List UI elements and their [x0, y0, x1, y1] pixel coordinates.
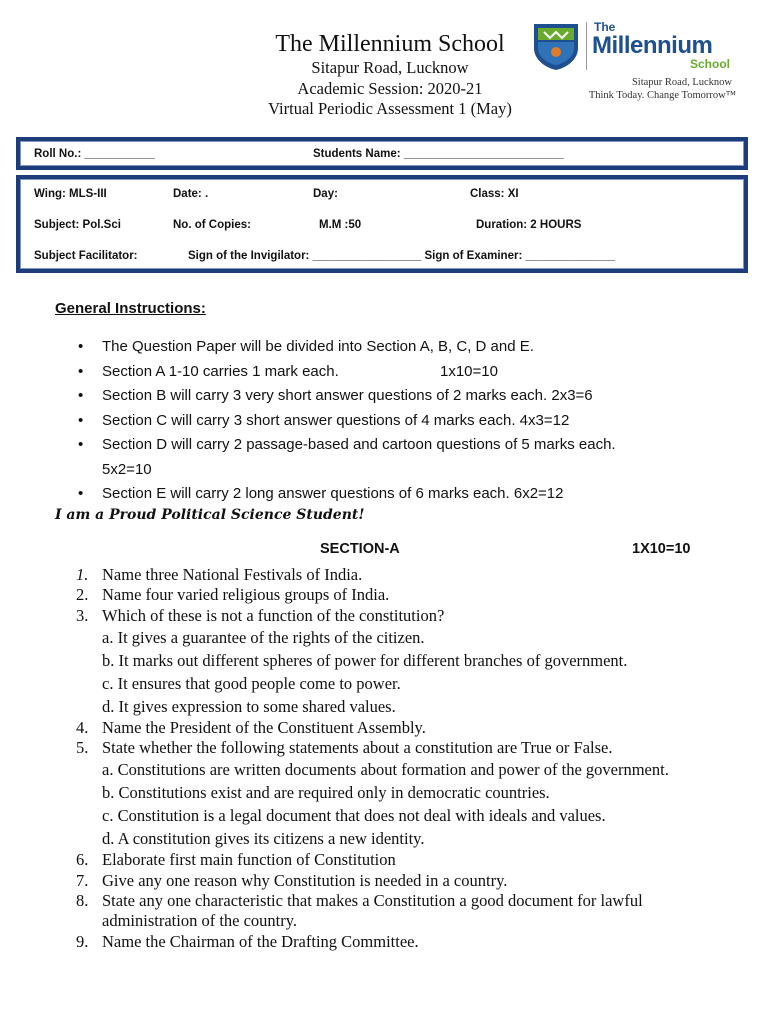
logo-address: Sitapur Road, Lucknow [631, 77, 732, 88]
max-marks-label: M.M :50 [319, 219, 362, 231]
answer-option: d. It gives expression to some shared values. [102, 696, 396, 716]
instruction-text: Section E will carry 2 long answer questions of 6 marks each. 6x2=12 [102, 485, 564, 502]
question-item [76, 565, 716, 585]
day-field[interactable]: Day: [313, 188, 338, 200]
copies-field[interactable]: No. of Copies: [173, 219, 251, 231]
question-item [76, 718, 716, 738]
section-a-title: SECTION-A [320, 541, 400, 557]
question-number: 8. [76, 891, 89, 911]
question-item [76, 606, 716, 718]
wing-label: Wing: MLS-III [34, 188, 107, 200]
date-field[interactable]: Date: . [173, 188, 209, 200]
instruction-item [78, 482, 738, 507]
question-text: Name the President of the Constituent Assembly. [102, 717, 426, 737]
instruction-marks: 1x10=10 [440, 362, 498, 380]
logo-tagline: Think Today. Change Tomorrow™ [588, 90, 736, 101]
student-name-field[interactable]: Students Name: _________________________ [313, 148, 564, 160]
question-number: 5. [76, 738, 89, 758]
question-number: 2. [76, 585, 89, 605]
question-item [76, 738, 716, 850]
general-instructions-title: General Instructions: [55, 300, 206, 317]
question-number: 3. [76, 605, 89, 625]
question-text: Name four varied religious groups of India. [102, 585, 390, 605]
answer-option: b. It marks out different spheres of power for different branches of government. [102, 650, 628, 670]
instruction-text: Section A 1-10 carries 1 mark each. [102, 362, 339, 380]
statement-option: d. A constitution gives its citizens a new identity. [102, 829, 425, 849]
school-logo [530, 18, 740, 108]
question-item [76, 871, 716, 891]
logo-the: The [594, 20, 616, 34]
answer-option: a. It gives a guarantee of the rights of the citizen. [102, 627, 425, 647]
instruction-text: The Question Paper will be divided into Section A, B, C, D and E. [102, 338, 534, 355]
question-text: Name three National Festivals of India. [102, 565, 363, 584]
question-text: Name the Chairman of the Drafting Committee. [102, 931, 419, 951]
instruction-text: Section B will carry 3 very short answer questions of 2 marks each. 2x3=6 [102, 387, 593, 404]
assessment-title: Virtual Periodic Assessment 1 (May) [268, 99, 512, 118]
signature-fields[interactable]: Sign of the Invigilator: _________________ Sign of Examiner: ______________ [188, 250, 616, 262]
bullet-icon: • [78, 338, 84, 355]
instruction-item [78, 409, 738, 434]
bullet-icon: • [78, 387, 84, 404]
facilitator-field[interactable]: Subject Facilitator: [34, 250, 138, 262]
class-label: Class: XI [470, 188, 519, 200]
statement-option: a. Constitutions are written documents about formation and power of the government. [102, 760, 669, 780]
school-name: The Millennium School [275, 31, 505, 57]
bullet-icon: • [78, 485, 84, 502]
logo-millennium: Millennium [592, 32, 713, 59]
question-number: 6. [76, 850, 89, 870]
bullet-icon: • [78, 411, 84, 429]
school-header [200, 30, 580, 120]
answer-option: c. It ensures that good people come to power. [102, 673, 401, 693]
question-number: 9. [76, 931, 89, 951]
motto: I am a Proud Political Science Student! [55, 507, 365, 523]
exam-details-box [16, 175, 748, 273]
instructions-list [78, 335, 738, 507]
academic-session: Academic Session: 2020-21 [297, 78, 483, 98]
question-number: 1. [76, 565, 89, 584]
roll-info-box [16, 137, 748, 170]
subject-label: Subject: Pol.Sci [34, 219, 121, 231]
logo-school: School [690, 57, 731, 71]
question-text: Which of these is not a function of the constitution? [102, 605, 445, 625]
statement-option: c. Constitution is a legal document that does not deal with ideals and values. [102, 806, 606, 826]
question-item [76, 585, 716, 605]
question-text: State any one characteristic that makes a Constitution a good document for lawful administration of the country. [102, 891, 643, 931]
bullet-icon: • [78, 436, 84, 453]
shield-emblem-icon [530, 20, 582, 72]
question-item [76, 850, 716, 870]
duration-label: Duration: 2 HOURS [476, 219, 582, 231]
question-number: 7. [76, 870, 89, 890]
roll-number-field[interactable]: Roll No.: ___________ [34, 148, 155, 160]
instruction-item [78, 335, 738, 360]
question-item [76, 891, 716, 932]
question-item [76, 932, 716, 952]
question-text: State whether the following statements about a constitution are True or False. [102, 738, 613, 758]
instruction-marks: 5x2=10 [102, 460, 152, 478]
question-text: Elaborate first main function of Constitution [102, 850, 396, 870]
instruction-item [78, 384, 738, 409]
question-number: 4. [76, 717, 89, 737]
instruction-item [78, 433, 738, 482]
instruction-text: Section D will carry 2 passage-based and cartoon questions of 5 marks each. [102, 436, 616, 453]
section-a-marks: 1X10=10 [632, 541, 691, 557]
bullet-icon: • [78, 362, 84, 380]
statement-option: b. Constitutions exist and are required only in democratic countries. [102, 783, 550, 803]
instruction-item [78, 360, 738, 385]
school-address: Sitapur Road, Lucknow [311, 58, 469, 77]
instruction-text: Section C will carry 3 short answer questions of 4 marks each. 4x3=12 [102, 411, 570, 429]
question-text: Give any one reason why Constitution is needed in a country. [102, 870, 508, 890]
question-list [76, 565, 716, 952]
